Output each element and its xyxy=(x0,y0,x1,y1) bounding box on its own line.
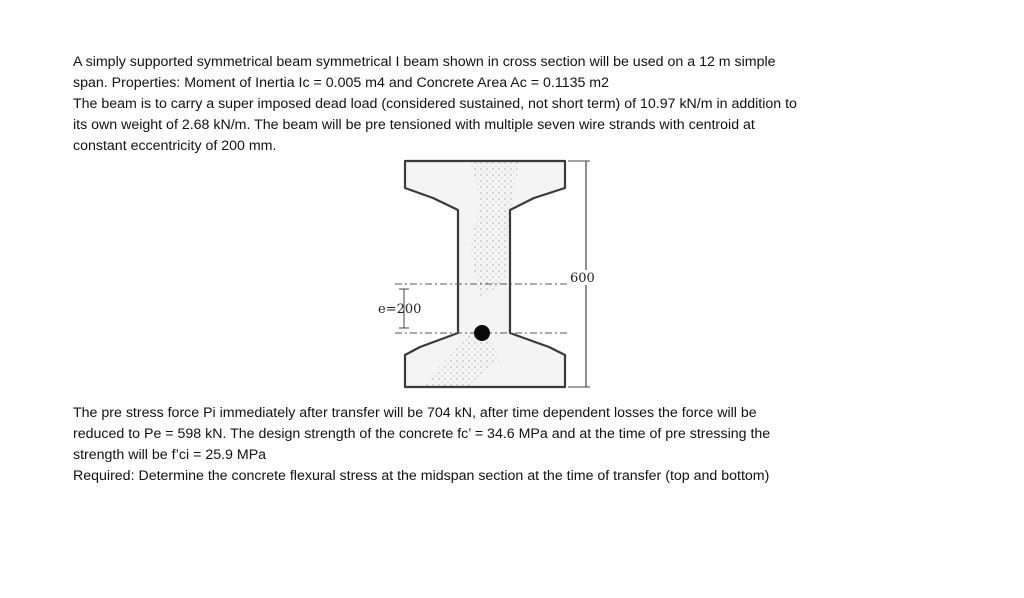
problem-requirements xyxy=(73,403,770,487)
text-line: Required: Determine the concrete flexural stress at the midspan section at the time of transfer (top and bottom) xyxy=(73,468,770,484)
text-line: strength will be f’ci = 25.9 MPa xyxy=(73,447,267,463)
strand-centroid-dot xyxy=(474,325,490,341)
concrete-shading xyxy=(470,161,520,300)
text-line: span. Properties: Moment of Inertia Ic = 0.005 m4 and Concrete Area Ac = 0.1135 m2 xyxy=(73,75,610,91)
problem-statement xyxy=(73,52,797,157)
eccentricity-label: e=200 xyxy=(378,302,422,317)
text-line: The pre stress force Pi immediately after transfer will be 704 kN, after time dependent losses the force will be xyxy=(73,405,757,421)
text-line: A simply supported symmetrical beam symmetrical I beam shown in cross section will be used on a 12 m simple xyxy=(73,54,776,70)
height-label: 600 xyxy=(570,271,595,286)
text-line: reduced to Pe = 598 kN. The design strength of the concrete fc’ = 34.6 MPa and at the time of pre stressing the xyxy=(73,426,771,442)
text-line: The beam is to carry a super imposed dead load (considered sustained, not short term) of 10.97 kN/m in addition to xyxy=(73,96,797,112)
text-line: its own weight of 2.68 kN/m. The beam will be pre tensioned with multiple seven wire strands with centroid at xyxy=(73,117,755,133)
i-beam-cross-section-figure xyxy=(370,150,610,400)
text-line: constant eccentricity of 200 mm. xyxy=(73,138,277,154)
